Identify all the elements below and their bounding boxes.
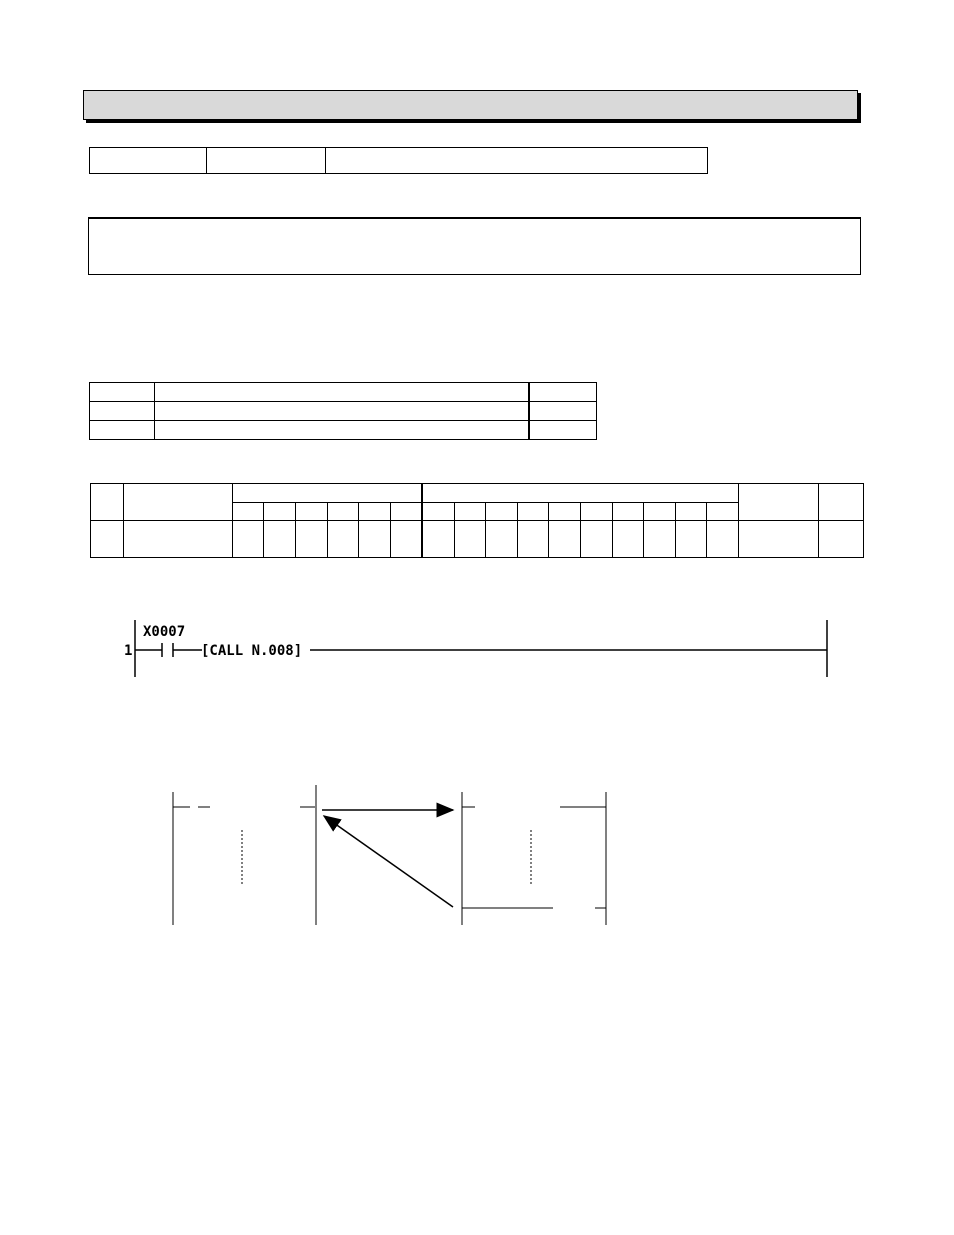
table-cell [155,421,530,440]
table-cell [707,503,739,521]
table-cell [529,383,597,402]
table-row [90,421,597,440]
table-cell [422,484,738,503]
table-cell [612,503,644,521]
main-program-block [173,785,316,925]
table-cell [359,521,391,558]
call-instruction: [CALL N.008] [201,643,303,659]
subroutine-block [462,792,606,925]
table-cell [675,521,707,558]
table-cell [422,521,454,558]
ladder-diagram [110,615,840,685]
table-row [91,521,864,558]
table-row [91,484,864,503]
header-cell-2 [207,148,326,174]
table-cell [155,402,530,421]
table-row [90,402,597,421]
table-cell [529,402,597,421]
rung-number: 1 [124,643,133,659]
table-cell [517,521,549,558]
table-cell [91,521,124,558]
table-cell [486,521,518,558]
table-cell [549,521,581,558]
return-arrow [324,816,453,907]
table-cell [90,383,155,402]
table-cell [818,484,863,521]
table-cell [155,383,530,402]
table-cell [123,521,232,558]
table-cell [296,503,328,521]
call-flow-diagram [160,785,620,930]
table-cell [580,503,612,521]
table-cell [232,484,422,503]
table-cell [675,503,707,521]
table-cell [232,521,264,558]
table-cell [454,521,486,558]
table-cell [707,521,739,558]
table-cell [486,503,518,521]
table-cell [738,521,818,558]
normally-open-contact-icon [162,643,173,657]
table-cell [90,402,155,421]
table-cell [91,484,124,521]
table-row [90,383,597,402]
format-table [89,382,597,440]
table-cell [232,503,264,521]
table-cell [296,521,328,558]
table-cell [549,503,581,521]
table-cell [390,521,422,558]
table-cell [390,503,422,521]
table-cell [123,484,232,521]
operand-flag-table [90,483,864,558]
table-cell [644,521,676,558]
table-cell [818,521,863,558]
table-cell [264,521,296,558]
table-cell [529,421,597,440]
description-box [88,217,861,275]
contact-label: X0007 [143,624,186,640]
table-cell [359,503,391,521]
header-cell-3 [326,148,708,174]
table-cell [612,521,644,558]
header-cell-1 [90,148,207,174]
table-cell [738,484,818,521]
table-cell [644,503,676,521]
table-cell [327,521,359,558]
table-cell [580,521,612,558]
table-cell [454,503,486,521]
table-cell [264,503,296,521]
table-cell [90,421,155,440]
table-cell [422,503,454,521]
table-cell [327,503,359,521]
instruction-header-table [89,147,708,174]
table-cell [517,503,549,521]
section-title-bar [83,90,858,120]
